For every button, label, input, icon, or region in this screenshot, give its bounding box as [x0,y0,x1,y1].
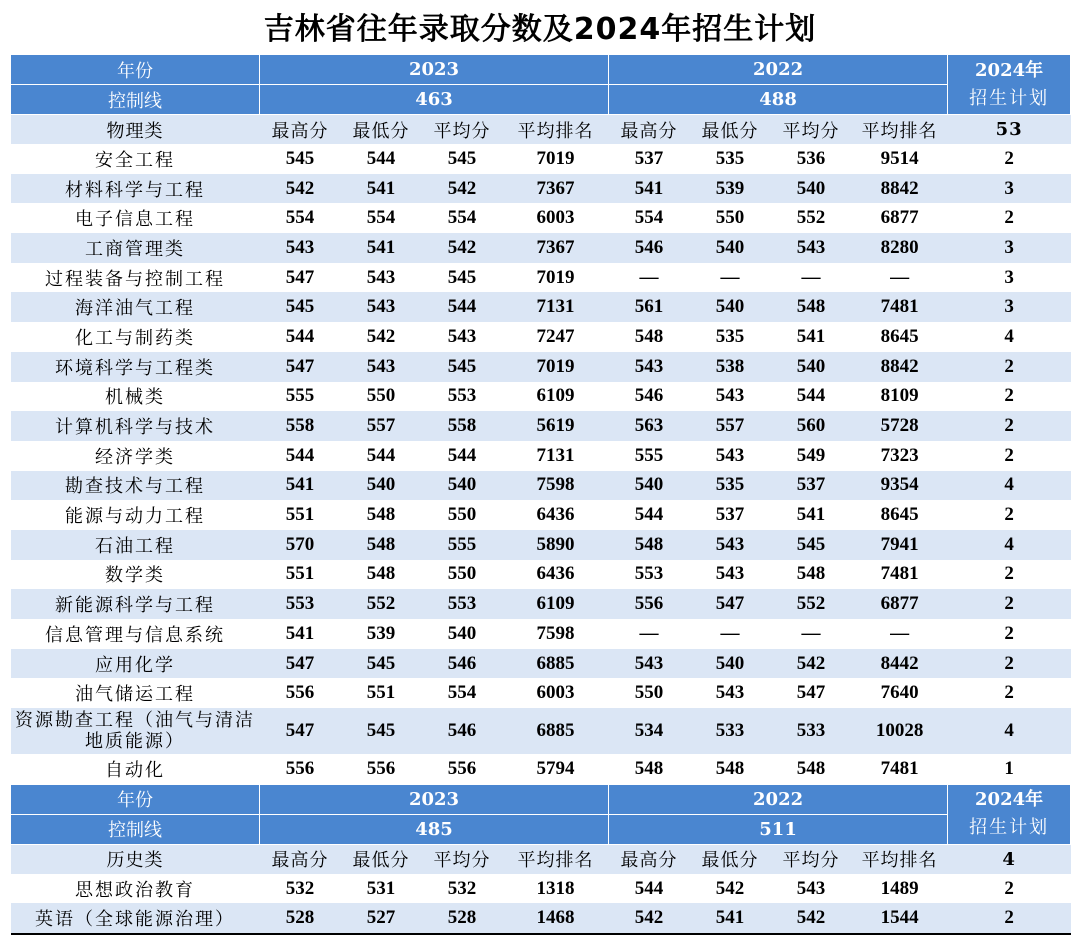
major-name: 环境科学与工程类 [11,352,260,382]
major-name: 英语（全球能源治理） [11,903,260,934]
score-cell: 545 [447,266,477,288]
score-cell: 1489 [880,877,919,899]
score-cell: 542 [422,233,503,263]
control-label: 控制线 [11,814,260,844]
year-b: 2022 [609,55,948,85]
score-cell: 540 [690,649,771,679]
score-cell: 5619 [503,411,609,441]
score-cell: 541 [285,622,315,644]
major-name: 自动化 [105,759,165,781]
column-header: 平均分 [771,115,852,145]
score-cell: 545 [341,708,422,754]
column-header: 最高分 [609,844,690,874]
plan-count: 2 [948,352,1071,382]
score-cell: 541 [609,174,690,204]
major-name: 勘查技术与工程 [11,471,260,501]
table-row [11,233,1071,263]
score-cell: 7598 [536,622,575,644]
score-cell: 558 [422,411,503,441]
score-cell: 570 [260,530,341,560]
plan-total: 4 [948,844,1071,874]
table-row [11,903,1071,934]
control-label: 控制线 [11,85,260,115]
score-cell: 541 [796,325,826,347]
score-cell: 552 [796,207,826,229]
plan-count: 2 [948,411,1071,441]
score-cell: 7598 [503,471,609,501]
score-cell: 548 [771,292,852,322]
score-cell: 7019 [536,147,575,169]
score-cell: 550 [447,563,477,585]
score-cell: 6436 [536,563,575,585]
score-cell: 543 [366,266,396,288]
score-cell: 546 [422,649,503,679]
score-cell: 554 [366,207,396,229]
score-cell: 547 [260,649,341,679]
category-label: 历史类 [11,844,260,874]
score-cell: 554 [447,682,477,704]
score-cell: 5794 [536,757,575,779]
column-header: 平均排名 [503,844,609,874]
major-name: 机械类 [105,387,165,409]
score-cell: 6109 [503,589,609,619]
major-name: 计算机科学与技术 [11,411,260,441]
score-cell: 554 [285,207,315,229]
major-name: 工商管理类 [11,233,260,263]
score-cell: 557 [690,411,771,441]
plan-count: 4 [948,708,1071,754]
score-cell: 528 [422,903,503,934]
table-row [11,322,1071,352]
major-name: 海洋油气工程 [11,292,260,322]
major-name: 新能源科学与工程 [11,589,260,619]
major-name: 数学类 [105,565,165,587]
table-row [11,203,1071,233]
control-line-row [11,85,1071,115]
score-cell: 540 [422,471,503,501]
score-cell: 541 [341,174,422,204]
score-cell: 552 [341,589,422,619]
score-cell: 1318 [536,877,575,899]
year-label: 年份 [11,784,260,814]
plan-header-line2: 招生计划 [969,87,1050,109]
score-cell: 551 [366,682,396,704]
score-cell: 9354 [852,471,948,501]
score-cell: 8842 [852,352,948,382]
score-cell: 541 [260,471,341,501]
score-cell: 553 [447,385,477,407]
major-name: 应用化学 [11,649,260,679]
major-name: 化工与制药类 [75,327,195,349]
control-a: 485 [260,814,609,844]
major-name: 信息管理与信息系统 [45,624,225,646]
plan-count: 2 [948,589,1071,619]
score-cell: — [801,266,821,288]
column-header: 平均排名 [503,115,609,145]
score-cell: 6003 [536,207,575,229]
score-cell: 544 [447,444,477,466]
score-cell: 542 [771,649,852,679]
plan-count: 3 [1004,266,1014,288]
score-cell: 544 [422,292,503,322]
score-cell: 8280 [852,233,948,263]
score-cell: 535 [715,325,745,347]
plan-count: 2 [1004,504,1014,526]
score-cell: 543 [715,444,745,466]
major-name: 资源勘查工程（油气与清洁地质能源） [11,708,260,754]
plan-count: 2 [1004,207,1014,229]
column-header: 最低分 [341,844,422,874]
score-cell: 556 [285,757,315,779]
score-cell: 6877 [880,207,919,229]
score-cell: 10028 [852,708,948,754]
score-cell: 555 [634,444,664,466]
score-cell: 543 [771,233,852,263]
column-header: 平均分 [422,115,503,145]
year-header-row [11,784,1071,814]
score-cell: — [720,266,740,288]
score-cell: 5890 [503,530,609,560]
score-cell: 544 [366,444,396,466]
score-cell: 560 [771,411,852,441]
score-cell: 550 [366,385,396,407]
score-cell: 1544 [852,903,948,934]
score-cell: 548 [634,325,664,347]
score-cell: 543 [609,649,690,679]
table-row [11,292,1071,322]
score-cell: 7941 [852,530,948,560]
plan-count: 3 [948,233,1071,263]
score-cell: 543 [796,877,826,899]
plan-count: 4 [948,530,1071,560]
year-b: 2022 [609,784,948,814]
score-cell: 548 [341,530,422,560]
major-name: 石油工程 [11,530,260,560]
score-cell: 540 [341,471,422,501]
plan-header [948,784,1071,844]
page-title: 吉林省往年录取分数及2024年招生计划 [263,12,817,47]
score-cell: 1468 [503,903,609,934]
score-cell: 6109 [536,385,575,407]
score-cell: 547 [690,589,771,619]
score-cell: 543 [715,385,745,407]
score-cell: 541 [796,504,826,526]
score-cell: 544 [634,504,664,526]
score-cell: 8645 [880,325,919,347]
table-row [11,500,1071,530]
score-cell: 556 [285,682,315,704]
plan-total: 53 [948,115,1071,145]
table-row [11,619,1071,649]
major-name: 电子信息工程 [75,209,195,231]
score-cell: 8442 [852,649,948,679]
score-cell: 543 [715,563,745,585]
score-cell: 532 [447,877,477,899]
score-cell: 535 [690,471,771,501]
plan-header [948,55,1071,115]
score-cell: 544 [634,877,664,899]
score-cell: 547 [260,708,341,754]
score-cell: 539 [366,622,396,644]
score-cell: 542 [422,174,503,204]
table-row [11,560,1071,590]
score-cell: 548 [634,757,664,779]
score-cell: 545 [260,292,341,322]
score-cell: 543 [609,352,690,382]
plan-count: 2 [1004,563,1014,585]
score-cell: 7481 [852,292,948,322]
table-row [11,530,1071,560]
score-cell: 6436 [536,504,575,526]
plan-count: 2 [1004,877,1014,899]
table-row [11,174,1071,204]
control-b: 511 [609,814,948,844]
score-cell: 554 [634,207,664,229]
plan-count: 2 [948,903,1071,934]
score-cell: 543 [447,325,477,347]
score-cell: 7481 [880,563,919,585]
score-cell: 547 [796,682,826,704]
score-cell: 6885 [503,708,609,754]
score-cell: 535 [715,147,745,169]
column-header: 最高分 [260,844,341,874]
score-cell: 543 [341,292,422,322]
score-cell: 5728 [852,411,948,441]
column-header: 最高分 [609,115,690,145]
score-cell: 531 [366,877,396,899]
category-label: 物理类 [11,115,260,145]
score-cell: 545 [341,649,422,679]
score-cell: 548 [796,757,826,779]
score-cell: 549 [796,444,826,466]
score-cell: 537 [634,147,664,169]
score-cell: — [639,622,659,644]
score-cell: 548 [796,563,826,585]
year-header-row [11,55,1071,85]
score-cell: 544 [285,444,315,466]
table-row [11,754,1071,784]
score-cell: 7019 [503,352,609,382]
score-cell: — [639,266,659,288]
major-name: 材料科学与工程 [11,174,260,204]
plan-count: 2 [1004,682,1014,704]
score-cell: 6877 [852,589,948,619]
score-cell: 7481 [880,757,919,779]
score-cell: 561 [609,292,690,322]
score-cell: 528 [260,903,341,934]
score-cell: 527 [341,903,422,934]
score-cell: 542 [771,903,852,934]
major-name: 安全工程 [95,149,175,171]
score-cell: 555 [422,530,503,560]
column-header: 最低分 [690,115,771,145]
score-cell: 543 [715,682,745,704]
column-header: 最低分 [690,844,771,874]
plan-count: 2 [948,649,1071,679]
score-cell: 7019 [536,266,575,288]
plan-count: 3 [948,174,1071,204]
score-cell: 7367 [503,233,609,263]
plan-header-line1: 2024年 [975,789,1044,811]
year-a: 2023 [260,784,609,814]
score-cell: 545 [422,352,503,382]
score-cell: 548 [366,563,396,585]
table-row [11,649,1071,679]
score-cell: 544 [796,385,826,407]
score-cell: 551 [285,504,315,526]
score-cell: 538 [690,352,771,382]
plan-count: 2 [1004,444,1014,466]
score-cell: 553 [634,563,664,585]
score-cell: 7131 [503,292,609,322]
score-cell: 543 [260,233,341,263]
score-cell: 546 [609,233,690,263]
score-cell: 533 [690,708,771,754]
score-cell: 7640 [880,682,919,704]
score-cell: 540 [609,471,690,501]
score-cell: 556 [609,589,690,619]
score-cell: — [720,622,740,644]
score-cell: 541 [690,903,771,934]
plan-header-line1: 2024年 [975,59,1044,81]
plan-count: 4 [948,471,1071,501]
score-cell: 554 [447,207,477,229]
major-name: 能源与动力工程 [65,506,205,528]
table-row [11,411,1071,441]
score-cell: 542 [366,325,396,347]
control-line-row [11,814,1071,844]
score-cell: 537 [715,504,745,526]
score-cell: 534 [609,708,690,754]
score-cell: 563 [609,411,690,441]
plan-header-line2: 招生计划 [969,817,1050,839]
score-cell: 536 [796,147,826,169]
score-cell: 7247 [536,325,575,347]
score-cell: 543 [341,352,422,382]
score-cell: — [890,266,910,288]
score-cell: 548 [715,757,745,779]
year-label: 年份 [11,55,260,85]
column-header: 最低分 [341,115,422,145]
score-cell: 556 [366,757,396,779]
score-cell: 550 [634,682,664,704]
score-cell: 7131 [536,444,575,466]
table-row [11,263,1071,293]
column-header: 最高分 [260,115,341,145]
score-cell: 550 [447,504,477,526]
control-a: 463 [260,85,609,115]
score-cell: 552 [771,589,852,619]
score-cell: 558 [260,411,341,441]
score-cell: 540 [690,292,771,322]
score-cell: 545 [285,147,315,169]
score-cell: 555 [285,385,315,407]
score-cell: 548 [366,504,396,526]
score-cell: 8109 [880,385,919,407]
column-header-row [11,115,1071,145]
score-cell: 7323 [880,444,919,466]
score-cell: 547 [285,266,315,288]
score-cell: 540 [771,174,852,204]
column-header: 平均排名 [852,115,948,145]
score-cell: 9514 [880,147,919,169]
score-cell: 543 [690,530,771,560]
major-name: 思想政治教育 [75,879,195,901]
score-cell: 532 [285,877,315,899]
score-cell: 542 [715,877,745,899]
score-cell: 551 [285,563,315,585]
column-header: 平均排名 [852,844,948,874]
plan-count: 4 [1004,325,1014,347]
score-cell: 546 [634,385,664,407]
score-cell: 533 [771,708,852,754]
column-header-row [11,844,1071,874]
plan-count: 3 [948,292,1071,322]
score-cell: 540 [771,352,852,382]
score-cell: 556 [447,757,477,779]
year-a: 2023 [260,55,609,85]
score-cell: 6885 [503,649,609,679]
table-row [11,441,1071,471]
major-name: 油气储运工程 [75,684,195,706]
score-cell: 544 [366,147,396,169]
score-cell: — [890,622,910,644]
score-cell: — [801,622,821,644]
plan-count: 1 [1004,757,1014,779]
score-cell: 548 [609,530,690,560]
score-cell: 544 [285,325,315,347]
table-row [11,352,1071,382]
score-cell: 545 [771,530,852,560]
score-cell: 540 [447,622,477,644]
table-row [11,874,1071,904]
column-header: 平均分 [422,844,503,874]
admission-table [10,54,1071,935]
table-row [11,144,1071,174]
score-cell: 547 [260,352,341,382]
table-row [11,589,1071,619]
score-cell: 557 [341,411,422,441]
table-row [11,708,1071,754]
score-cell: 550 [715,207,745,229]
table-row [11,678,1071,708]
major-name: 经济学类 [95,446,175,468]
score-cell: 8842 [852,174,948,204]
score-cell: 539 [690,174,771,204]
table-row [11,382,1071,412]
score-cell: 540 [690,233,771,263]
score-cell: 541 [341,233,422,263]
score-cell: 546 [422,708,503,754]
plan-count: 2 [1004,385,1014,407]
column-header: 平均分 [771,844,852,874]
score-cell: 8645 [880,504,919,526]
score-cell: 6003 [536,682,575,704]
score-cell: 542 [609,903,690,934]
score-cell: 553 [260,589,341,619]
control-b: 488 [609,85,948,115]
plan-count: 2 [1004,622,1014,644]
plan-count: 2 [1004,147,1014,169]
score-cell: 537 [771,471,852,501]
score-cell: 545 [447,147,477,169]
table-row [11,471,1071,501]
major-name: 过程装备与控制工程 [45,268,225,290]
score-cell: 7367 [503,174,609,204]
score-cell: 553 [422,589,503,619]
score-cell: 542 [260,174,341,204]
